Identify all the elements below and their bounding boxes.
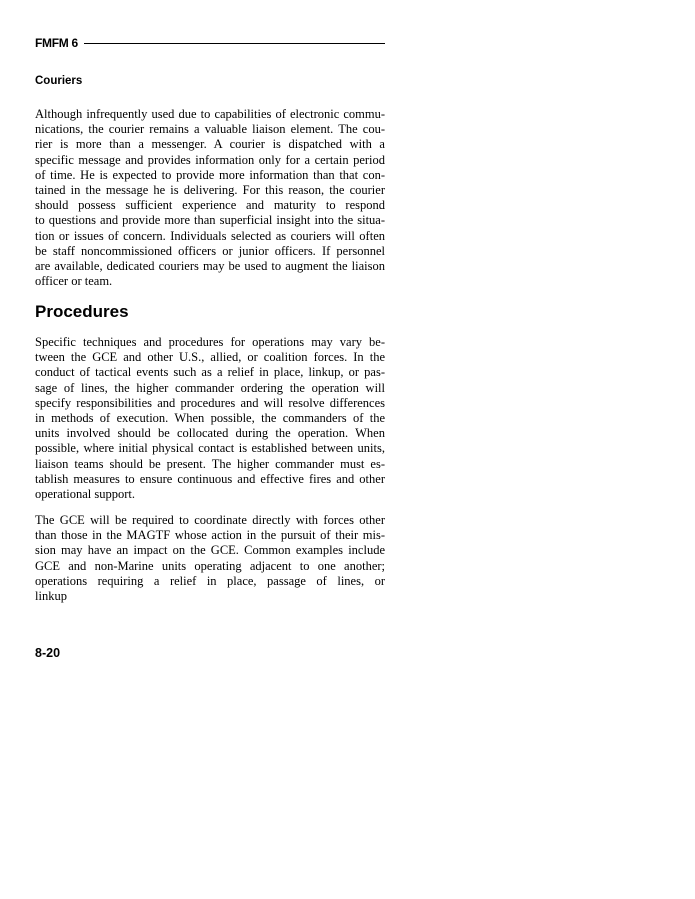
text-line: sage of lines, the higher commander ordering the operation will [35,380,385,395]
running-header [35,36,385,50]
text-line: The GCE will be required to coordinate directly with forces other [35,513,385,527]
text-line: are available, dedicated couriers may be used to augment the liaison [35,259,385,274]
text-line: rier is more than a messenger. A courier is dispatched with a [35,137,385,152]
text-line: specify responsibilities and procedures and will resolve differences [35,395,385,410]
text-line: tablish measures to ensure continuous and effective fires and other [35,471,385,486]
text-line: to questions and provide more than superficial insight into the situa- [35,213,385,228]
text-line: nications, the courier remains a valuable liaison element. The cou- [35,122,385,137]
text-line: linkup [35,589,67,604]
text-line: units involved should be collocated during the operation. When [35,426,385,441]
couriers-paragraph [35,107,385,289]
text-line: liaison teams should be present. The higher commander must es- [35,456,385,471]
text-line: tained in the message he is delivering. For this reason, the courier [35,183,385,198]
text-line: operational support. [35,487,135,502]
text-line: GCE and non-Marine units operating adjacent to one another; [35,558,385,573]
text-line: Specific techniques and procedures for operations may vary be- [35,335,385,349]
text-line: conduct of tactical events such as a relief in place, linkup, or pas- [35,365,385,380]
text-line: specific message and provides information only for a certain period [35,152,385,167]
page-number: 8-20 [35,646,61,660]
procedures-heading: Procedures [35,302,129,321]
text-line: should possess sufficient experience and maturity to respond [35,198,385,213]
text-line: than those in the MAGTF whose action in the pursuit of their mis- [35,528,385,543]
text-line: possible, where initial physical contact is established between units, [35,441,385,456]
text-line: sion may have an impact on the GCE. Common examples include [35,543,385,558]
procedures-paragraph-1 [35,335,385,502]
text-line: tween the GCE and other U.S., allied, or coalition forces. In the [35,350,385,365]
header-rule [84,43,385,44]
text-line: be staff noncommissioned officers or junior officers. If personnel [35,243,385,258]
text-line: tion or issues of concern. Individuals selected as couriers will often [35,228,385,243]
text-line: officer or team. [35,274,113,289]
couriers-subheading: Couriers [35,75,83,87]
text-line: in methods of execution. When possible, the commanders of the [35,411,385,426]
manual-title: FMFM 6 [35,36,78,50]
procedures-paragraph-2 [35,513,385,604]
text-line: operations requiring a relief in place, passage of lines, or [35,573,385,588]
text-line: Although infrequently used due to capabilities of electronic commu- [35,107,385,121]
text-line: of time. He is expected to provide more information than that con- [35,167,385,182]
